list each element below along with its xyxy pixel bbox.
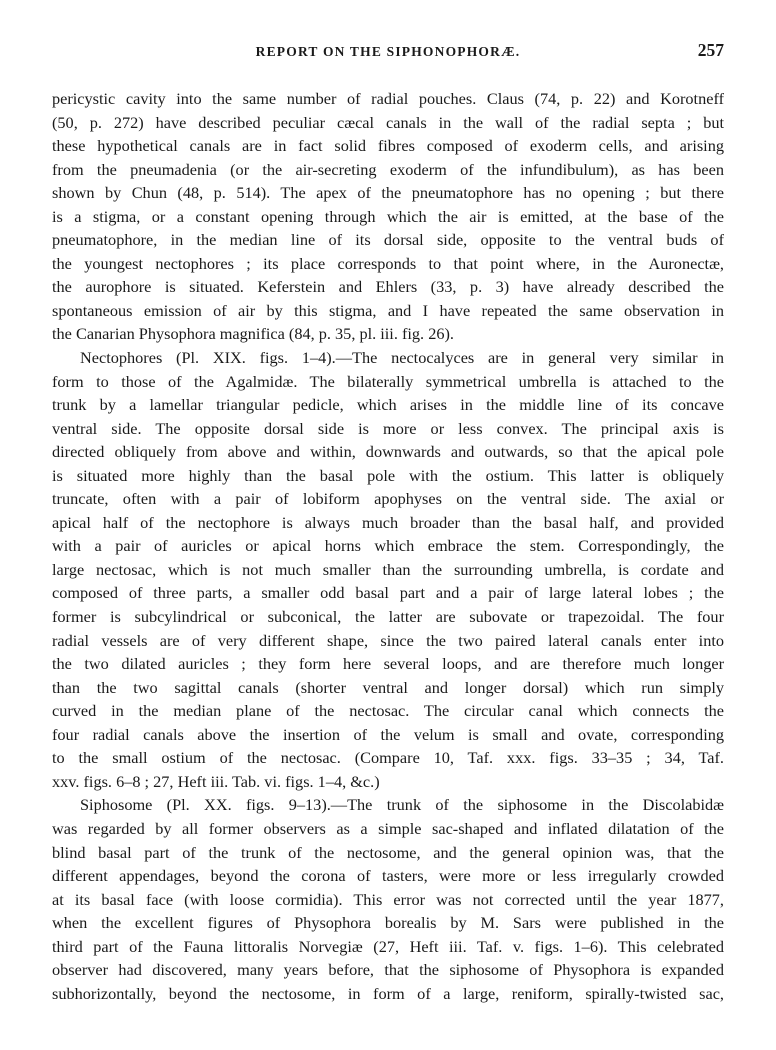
text-line: former is subcylindrical or subconical, the latter are subovate or trapezoidal. The four — [52, 607, 724, 627]
text-line: pneumatophore, in the median line of its dorsal side, opposite to the ventral buds of — [52, 230, 724, 250]
page-number: 257 — [697, 40, 724, 60]
text-line: (50, p. 272) have described peculiar cæcal canals in the wall of the radial septa ; but — [52, 112, 724, 132]
text-line: the aurophore is situated. Keferstein and Ehlers (33, p. 3) have already described the — [52, 277, 724, 297]
text-line: truncate, often with a pair of lobiform apophyses on the ventral side. The axial or — [52, 489, 724, 509]
text-line: four radial canals above the insertion of the velum is small and ovate, corresponding — [52, 724, 724, 744]
text-line: ventral side. The opposite dorsal side is more or less convex. The principal axis is — [52, 418, 724, 438]
text-line: pericystic cavity into the same number of radial pouches. Claus (74, p. 22) and Korotneff — [52, 89, 724, 108]
text-line: curved in the median plane of the nectosac. The circular canal which connects the — [52, 701, 724, 721]
text-line: form to those of the Agalmidæ. The bilaterally symmetrical umbrella is attached to the — [52, 371, 724, 391]
text-line: Siphosome (Pl. XX. figs. 9–13).—The trunk of the siphosome in the Discolabidæ — [80, 795, 724, 815]
text-line: blind basal part of the trunk of the nectosome, and the general opinion was, that the — [52, 842, 724, 862]
text-line: large nectosac, which is not much smaller than the surrounding umbrella, is cordate and — [52, 559, 724, 579]
text-line: the youngest nectophores ; its place corresponds to that point where, in the Auronectæ, — [52, 253, 724, 273]
page-header — [52, 40, 724, 64]
text-line: was regarded by all former observers as a simple sac-shaped and inflated dilatation of the — [52, 818, 724, 838]
text-line: the two dilated auricles ; they form here several loops, and are therefore much longer — [52, 654, 724, 674]
text-line: shown by Chun (48, p. 514). The apex of the pneumatophore has no opening ; but there — [52, 183, 724, 203]
text-line: at its basal face (with loose cormidia). This error was not corrected until the year 1877, — [52, 889, 724, 909]
text-line: observer had discovered, many years before, that the siphosome of Physophora is expanded — [52, 960, 724, 980]
text-line: composed of three parts, a smaller odd basal part and a pair of large lateral lobes ; the — [52, 583, 724, 603]
text-line: the Canarian Physophora magnifica (84, p. 35, pl. iii. fig. 26). — [52, 324, 454, 344]
text-line: radial vessels are of very different shape, since the two paired lateral canals enter into — [52, 630, 724, 650]
text-line: Nectophores (Pl. XIX. figs. 1–4).—The nectocalyces are in general very similar in — [80, 348, 724, 368]
text-line: when the excellent figures of Physophora borealis by M. Sars were published in the — [52, 913, 724, 933]
text-line: apical half of the nectophore is always much broader than the basal half, and provided — [52, 512, 724, 532]
text-line: is a stigma, or a constant opening through which the air is emitted, at the base of the — [52, 206, 724, 226]
text-line: different appendages, beyond the corona of tasters, were more or less irregularly crowded — [52, 866, 724, 886]
text-line: third part of the Fauna littoralis Norvegiæ (27, Heft iii. Taf. v. figs. 1–6). This celebrated — [52, 936, 724, 956]
text-line: xxv. figs. 6–8 ; 27, Heft iii. Tab. vi. figs. 1–4, &c.) — [52, 771, 380, 791]
text-line: is situated more highly than the basal pole with the ostium. This latter is obliquely — [52, 465, 724, 485]
text-line: subhorizontally, beyond the nectosome, in form of a large, reniform, spirally-twisted sac, — [52, 983, 724, 1003]
text-line: to the small ostium of the nectosac. (Compare 10, Taf. xxx. figs. 33–35 ; 34, Taf. — [52, 748, 724, 768]
paragraph-nectophores — [52, 346, 724, 793]
body-text — [52, 87, 724, 1005]
paragraph-siphosome — [52, 793, 724, 1005]
text-line: than the two sagittal canals (shorter ventral and longer dorsal) which run simply — [52, 677, 724, 697]
text-line: with a pair of auricles or apical horns which embrace the stem. Correspondingly, the — [52, 536, 724, 556]
running-head: REPORT ON THE SIPHONOPHORÆ. — [255, 44, 521, 59]
text-line: directed obliquely from above and within, downwards and outwards, so that the apical pole — [52, 442, 724, 462]
text-line: spontaneous emission of air by this stigma, and I have repeated the same observation in — [52, 300, 724, 320]
text-line: trunk by a lamellar triangular pedicle, which arises in the middle line of its concave — [52, 395, 724, 415]
paragraph-pneumatophore — [52, 87, 724, 346]
text-line: from the pneumadenia (or the air-secreting exoderm of the infundibulum), as has been — [52, 159, 724, 179]
text-line: these hypothetical canals are in fact solid fibres composed of exoderm cells, and arising — [52, 136, 724, 156]
